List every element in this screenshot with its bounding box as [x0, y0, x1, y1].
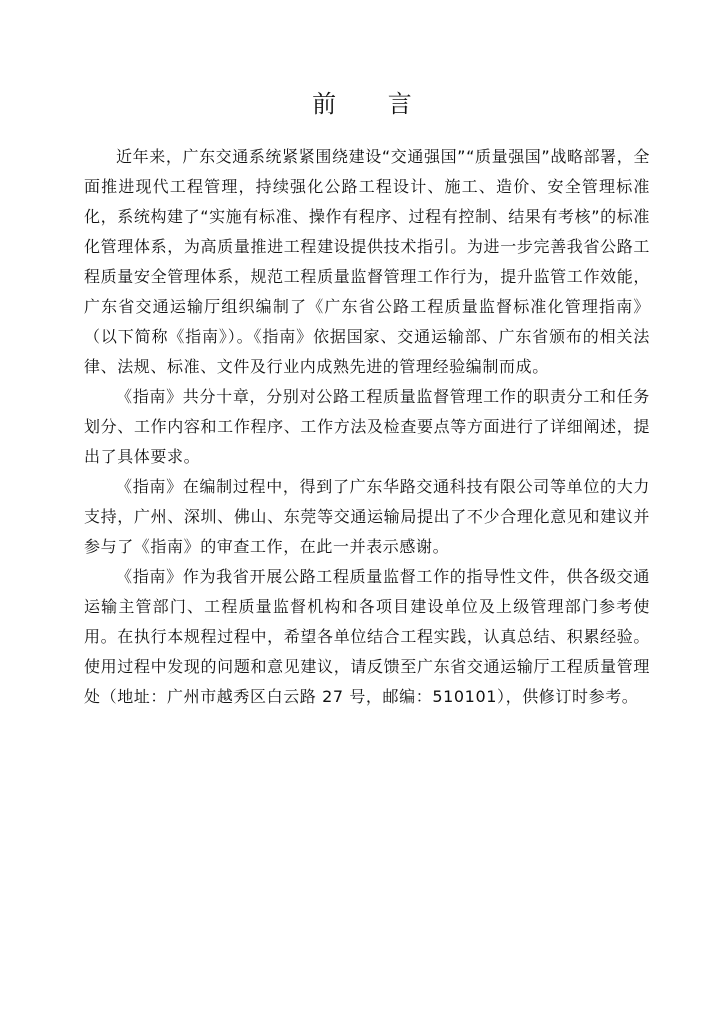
- paragraph-usage: 《指南》作为我省开展公路工程质量监督工作的指导性文件，供各级交通运输主管部门、工程质量监督机构和各项目建设单位及上级管理部门参考使用。在执行本规程过程中，希望各单位结合工程实践，认真总结、积累经验。使用过程中发现的问题和意见建议，请反馈至广东省交通运输厅工程质量管理处（地址：广州市越秀区白云路 27 号，邮编：510101），供修订时参考。: [84, 567, 650, 706]
- document-body: [84, 142, 650, 712]
- page-title: 前 言: [312, 90, 434, 118]
- paragraph-structure: 《指南》共分十章，分别对公路工程质量监督管理工作的职责分工和任务划分、工作内容和工作程序、工作方法及检查要点等方面进行了详细阐述，提出了具体要求。: [84, 387, 650, 466]
- paragraph-intro: 近年来，广东交通系统紧紧围绕建设“交通强国”“质量强国”战略部署，全面推进现代工程管理，持续强化公路工程设计、施工、造价、安全管理标准化，系统构建了“实施有标准、操作有程序、过程有控制、结果有考核”的标准化管理体系，为高质量推进工程建设提供技术指引。为进一步完善我省公路工程质量安全管理体系，规范工程质量监督管理工作行为，提升监管工作效能，广东省交通运输厅组织编制了《广东省公路工程质量监督标准化管理指南》（以下简称《指南》）。《指南》依据国家、交通运输部、广东省颁布的相关法律、法规、标准、文件及行业内成熟先进的管理经验编制而成。: [84, 147, 650, 376]
- paragraph-acknowledgement: 《指南》在编制过程中，得到了广东华路交通科技有限公司等单位的大力支持，广州、深圳、佛山、东莞等交通运输局提出了不少合理化意见和建议并参与了《指南》的审查工作，在此一并表示感谢。: [84, 477, 650, 556]
